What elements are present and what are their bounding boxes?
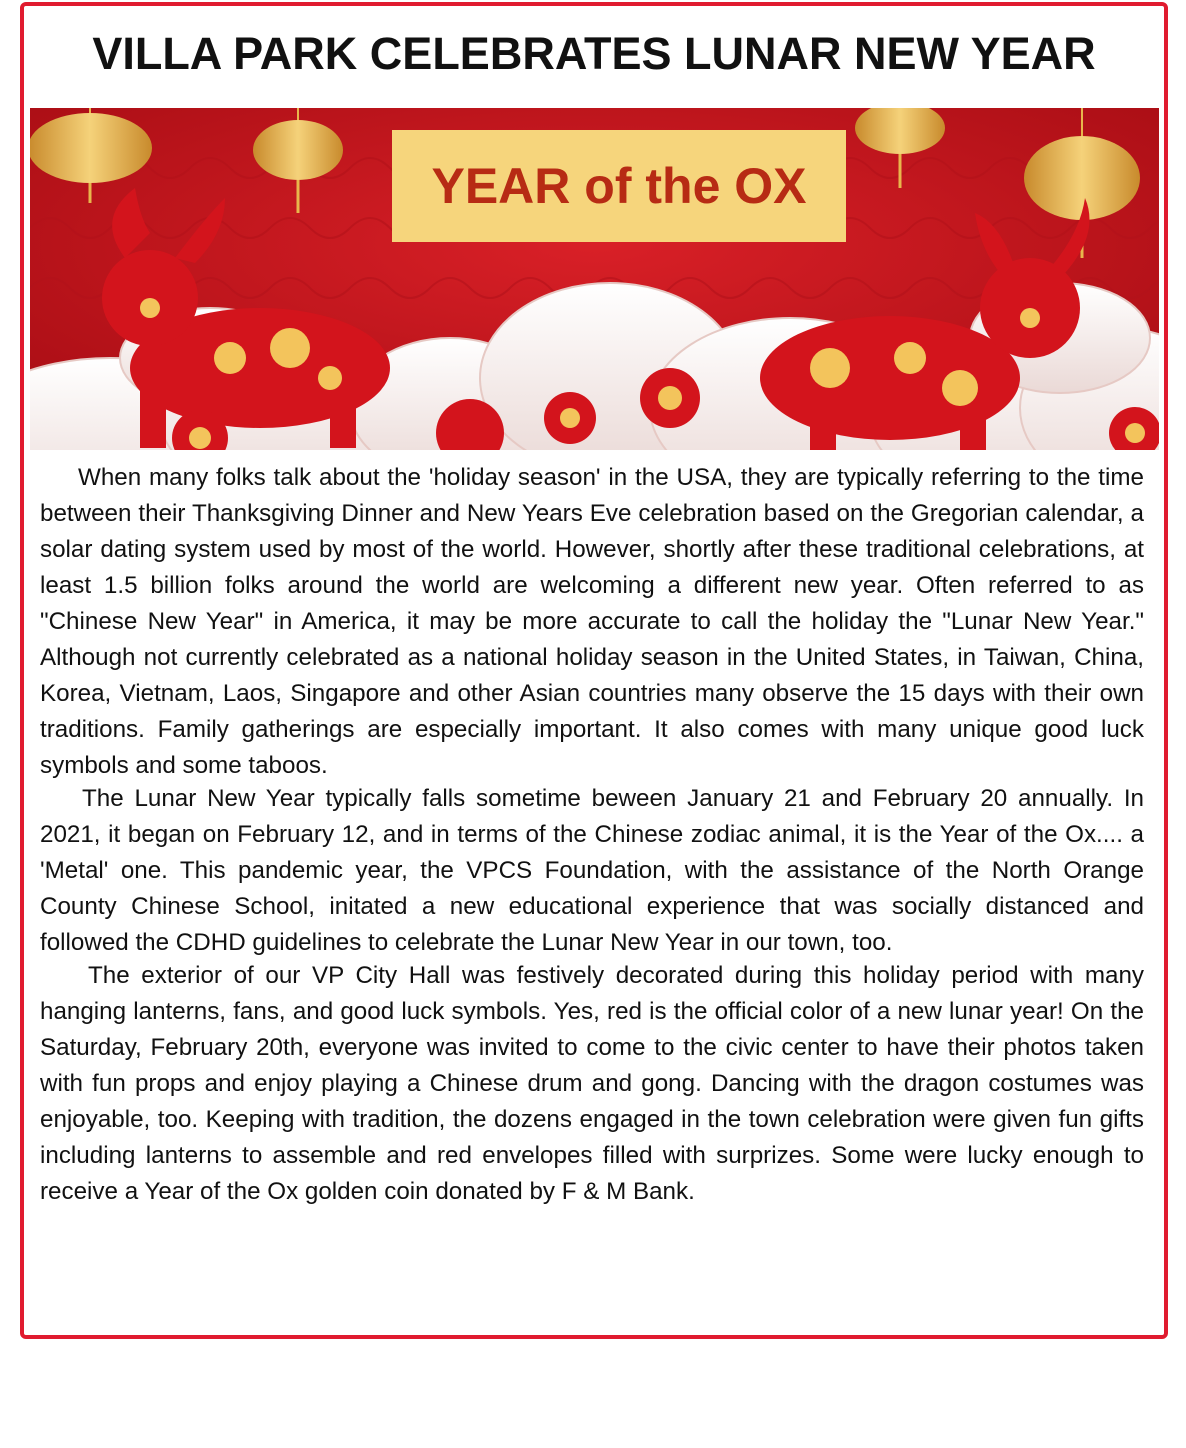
paragraph: The exterior of our VP City Hall was festively decorated during this holiday period with many hanging lanterns, fans, and good luck symbols. Yes, red is the official color of a new lunar year! On the Saturday, February 20th, everyone was invited to come to the civic center to have their photos taken with fun props and enjoy playing a Chinese drum and gong. Dancing with the dragon costumes was enjoyable, too. Keeping with tradition, the dozens engaged in the town celebration were given fun gifts including lanterns to assemble and red envelopes filled with surprizes. Some were lucky enough to receive a Year of the Ox golden coin donated by F & M Bank.	[40, 962, 1144, 1205]
paragraph: The Lunar New Year typically falls sometime beween January 21 and February 20 annually. In 2021, it began on February 12, and in terms of the Chinese zodiac animal, it is the Year of the Ox.... a 'Metal' one. This pandemic year, the VPCS Foundation, with the assistance of the North Orange County Chinese School, initated a new educational experience that was socially distanced and followed the CDHD guidelines to celebrate the Lunar New Year in our town, too.	[40, 785, 1144, 956]
headline: VILLA PARK CELEBRATES LUNAR NEW YEAR	[92, 28, 1096, 79]
banner-label: YEAR of the OX	[392, 130, 846, 242]
paragraph: When many folks talk about the 'holiday season' in the USA, they are typically referring to the time between their Thanksgiving Dinner and New Years Eve celebration based on the Gregorian calendar, a solar dating system used by most of the world. However, shortly after these traditional celebrations, at least 1.5 billion folks around the world are welcoming a different new year. Often referred to as "Chinese New Year" in America, it may be more accurate to call the holiday the "Lunar New Year." Although not currently celebrated as a national holiday season in the United States, in Taiwan, China, Korea, Vietnam, Laos, Singapore and other Asian countries many observe the 15 days with their own traditions. Family gatherings are especially important. It also comes with many unique good luck symbols and some taboos.	[40, 464, 1144, 779]
article-body	[40, 460, 1144, 1210]
article-frame	[20, 2, 1168, 1339]
banner-image	[30, 108, 1159, 450]
